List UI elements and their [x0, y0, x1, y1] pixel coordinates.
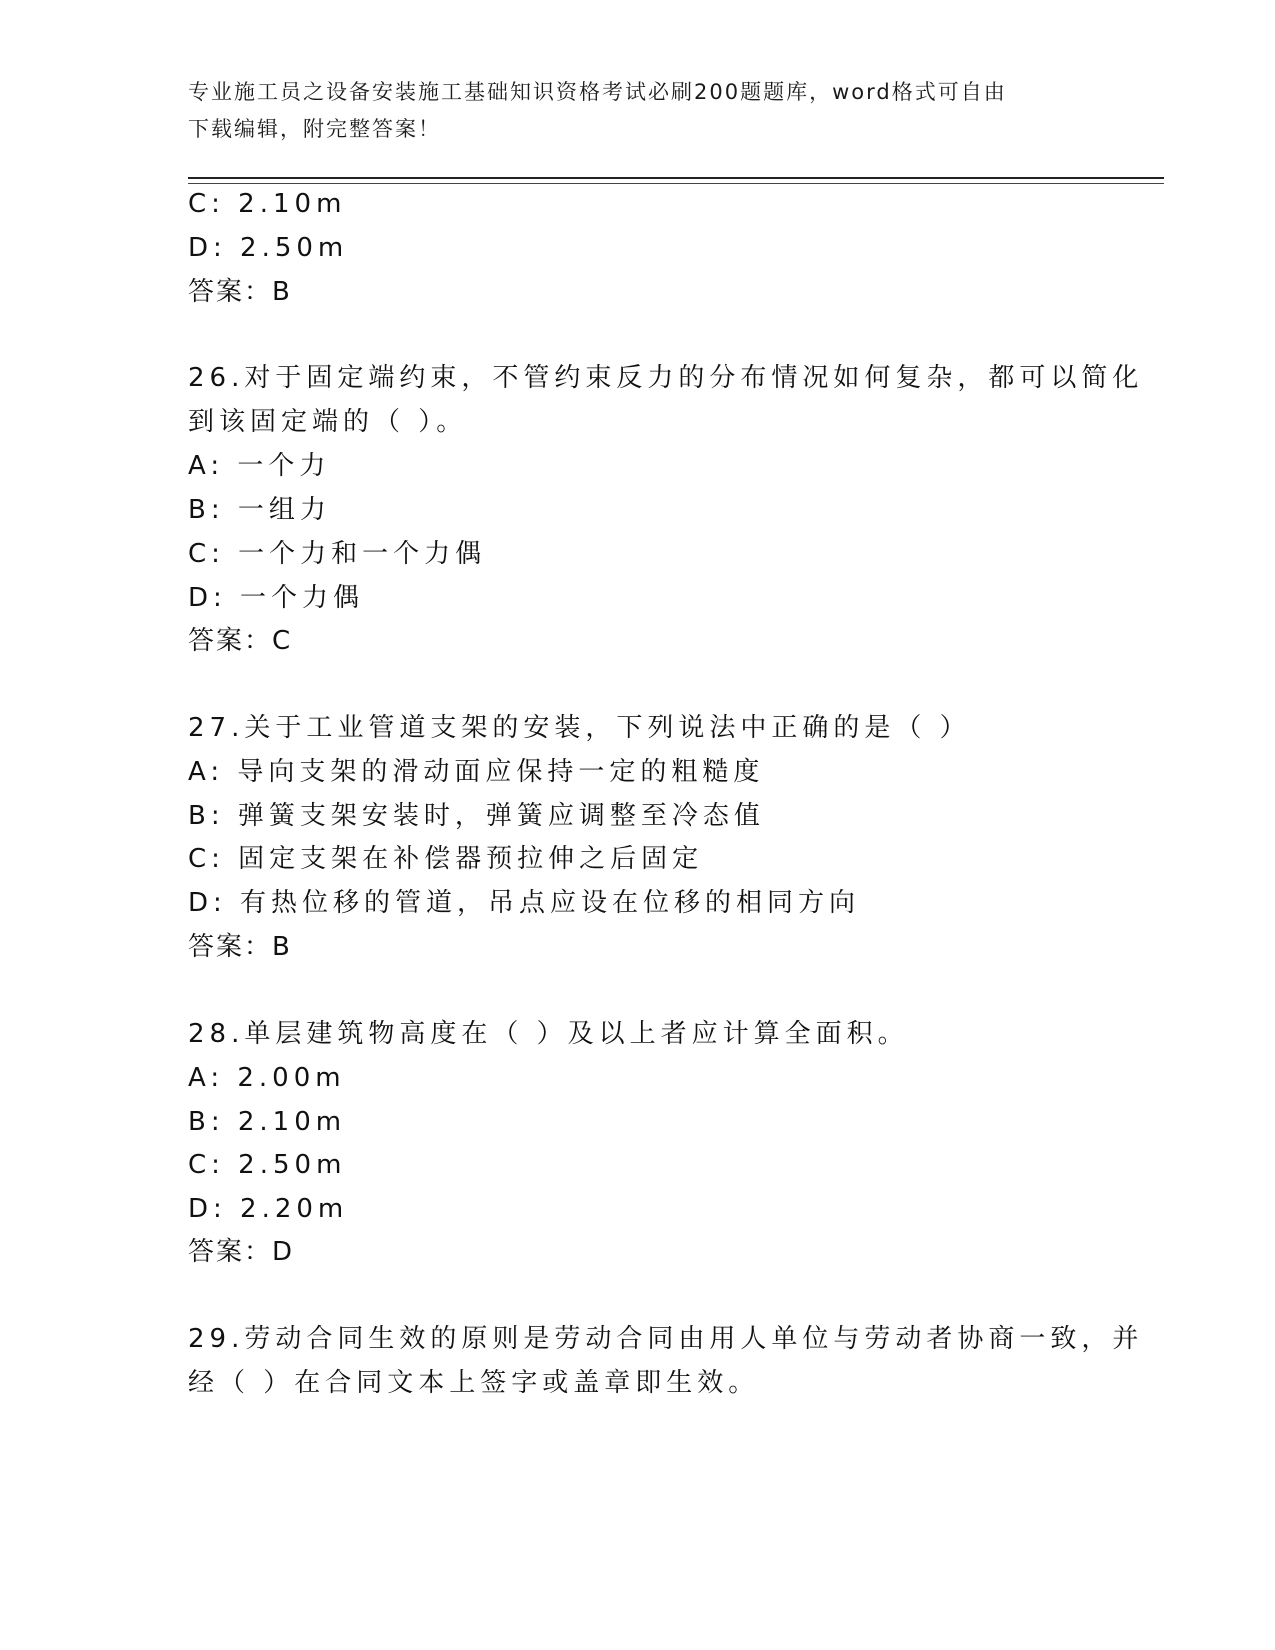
q26-option-a: A: 一个力 — [188, 451, 331, 481]
q29-stem-line-1: 29.劳动合同生效的原则是劳动合同由用人单位与劳动者协商一致，并 — [188, 1324, 1144, 1354]
q26-stem-line-1: 26.对于固定端约束，不管约束反力的分布情况如何复杂，都可以简化 — [188, 363, 1144, 393]
q25-option-d: D: 2.50m — [188, 233, 349, 263]
q29-stem-line-2: 经（ ）在合同文本上签字或盖章即生效。 — [188, 1368, 760, 1398]
q27-option-a: A: 导向支架的滑动面应保持一定的粗糙度 — [188, 757, 765, 787]
q27-option-d: D: 有热位移的管道，吊点应设在位移的相同方向 — [188, 888, 861, 918]
q27-option-b: B: 弹簧支架安装时，弹簧应调整至冷态值 — [188, 801, 765, 831]
q28-option-d: D: 2.20m — [188, 1194, 349, 1224]
q26-answer: 答案：C — [188, 626, 293, 656]
header-title-line-1: 专业施工员之设备安装施工基础知识资格考试必刷200题题库，word格式可自由 — [188, 80, 1007, 104]
q26-option-b: B: 一组力 — [188, 495, 331, 525]
q27-answer: 答案：B — [188, 932, 292, 962]
q28-option-a: A: 2.00m — [188, 1063, 346, 1093]
q26-option-c: C: 一个力和一个力偶 — [188, 539, 487, 569]
q28-answer: 答案：D — [188, 1237, 295, 1267]
q26-option-d: D: 一个力偶 — [188, 583, 365, 613]
header-rule-thin — [188, 183, 1164, 184]
q28-stem: 28.单层建筑物高度在（ ）及以上者应计算全面积。 — [188, 1019, 909, 1049]
q27-stem: 27.关于工业管道支架的安装，下列说法中正确的是（ ） — [188, 713, 971, 743]
q26-stem-line-2: 到该固定端的（ ）。 — [188, 407, 468, 437]
q28-option-b: B: 2.10m — [188, 1107, 347, 1137]
page-header — [188, 74, 1088, 148]
q25-answer: 答案：B — [188, 277, 292, 307]
header-rule-thick — [188, 177, 1164, 179]
q28-option-c: C: 2.50m — [188, 1150, 347, 1180]
q25-option-c: C: 2.10m — [188, 189, 347, 219]
q27-option-c: C: 固定支架在补偿器预拉伸之后固定 — [188, 844, 704, 874]
header-title-line-2: 下载编辑，附完整答案！ — [188, 117, 441, 141]
